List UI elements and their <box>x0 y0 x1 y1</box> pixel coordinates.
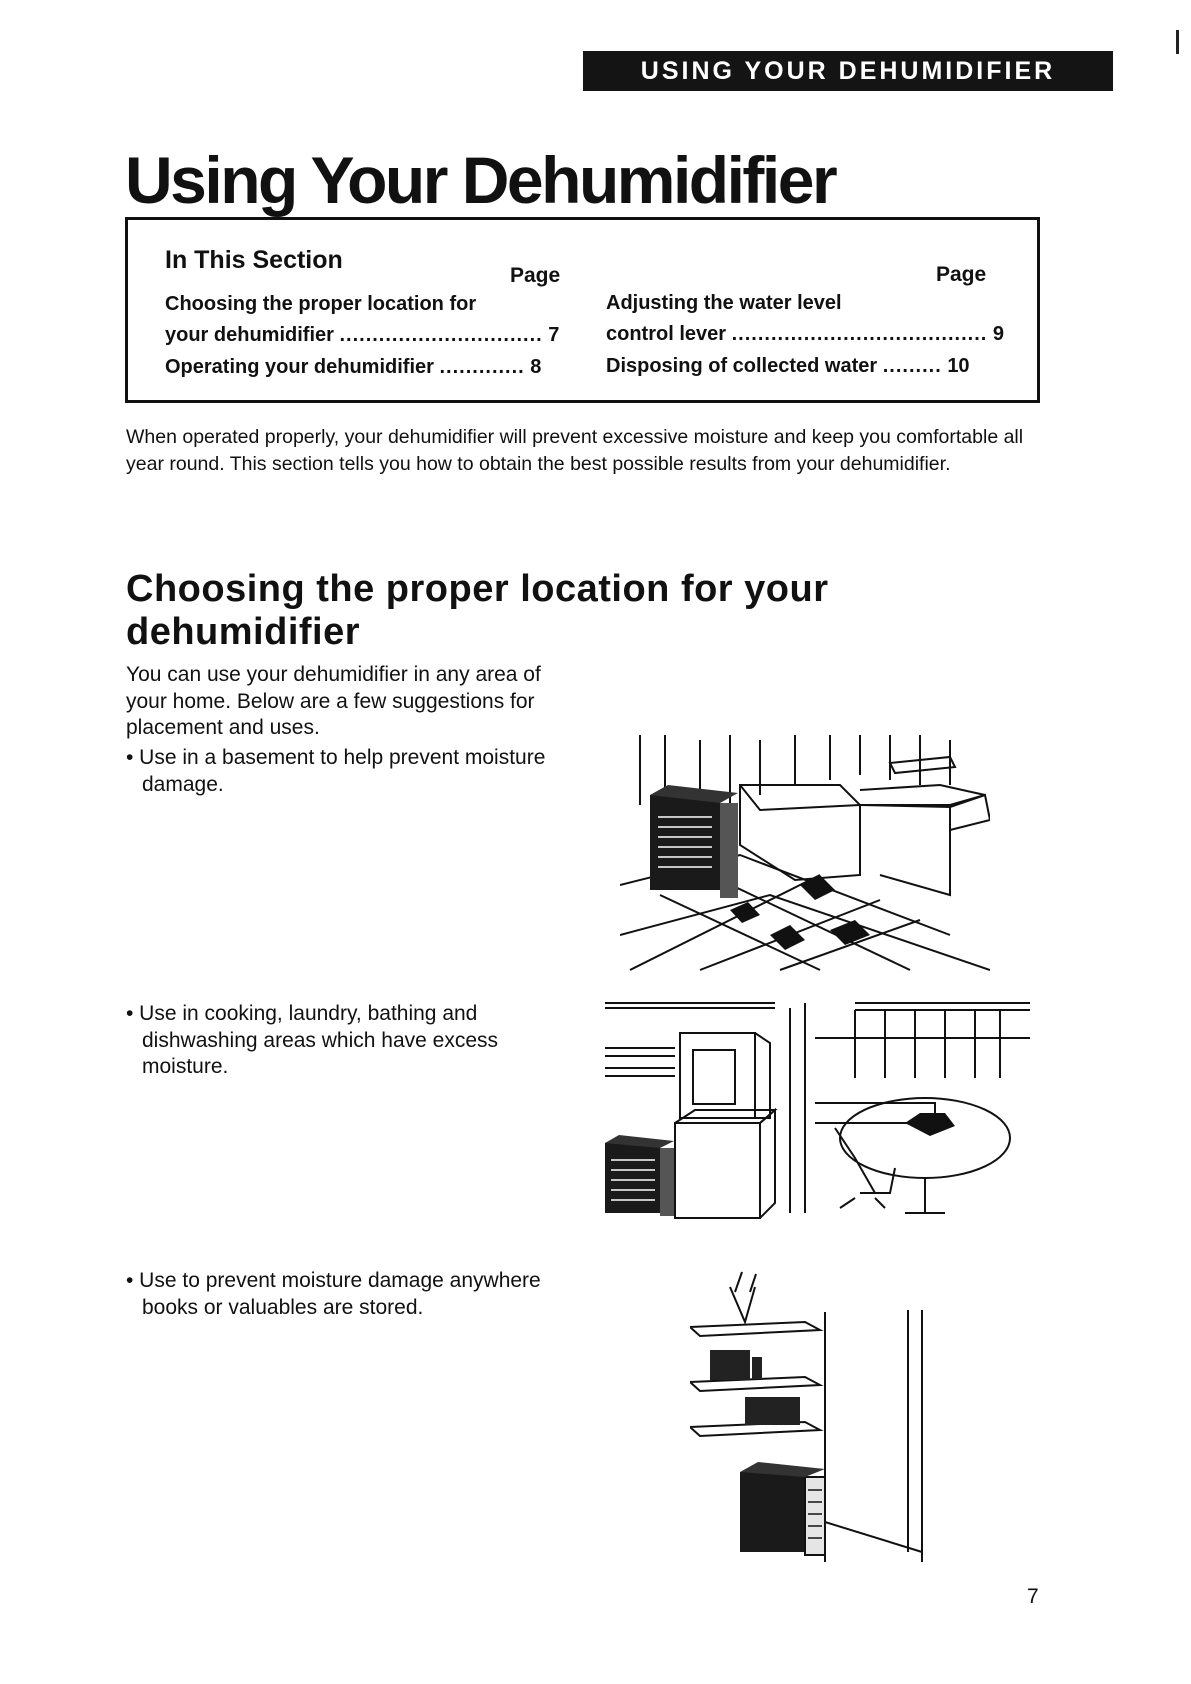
toc-page-number: 7 <box>548 324 560 346</box>
toc-leader-dots: ......... <box>882 355 942 377</box>
section-body: You can use your dehumidifier in any area of your home. Below are a few suggestions for placement and uses. <box>126 663 541 739</box>
toc-entry-operating <box>165 356 541 379</box>
toc-page-label-left: Page <box>510 264 561 287</box>
in-this-section-box <box>125 217 1040 403</box>
toc-entry-text: control lever <box>606 323 727 345</box>
toc-page-number: 9 <box>992 323 1005 345</box>
toc-entry-water-level-line2 <box>606 323 1004 346</box>
toc-page-number: 10 <box>947 355 970 377</box>
intro-paragraph: When operated properly, your dehumidifier will prevent excessive moisture and keep you comfortable all year round. This section tells you how to obtain the best possible results from your dehumidifier. <box>126 426 1024 475</box>
toc-entry-text: Operating your dehumidifier <box>165 356 434 378</box>
bullet-books-valuables: • Use to prevent moisture damage anywhere books or valuables are stored. <box>126 1269 541 1319</box>
toc-heading: In This Section <box>165 246 343 274</box>
toc-leader-dots: ....................................... <box>731 323 988 345</box>
toc-leader-dots: ............................... <box>339 324 543 346</box>
toc-page-label-right: Page <box>936 263 987 286</box>
page-edge-mark <box>1176 30 1179 54</box>
kitchen-laundry-illustration <box>605 998 1030 1238</box>
toc-page-number: 8 <box>530 356 542 378</box>
toc-entry-location-line1: Choosing the proper location for <box>165 293 477 315</box>
bookshelf-illustration <box>690 1262 950 1562</box>
page-number: 7 <box>1027 1585 1039 1608</box>
bullet-basement: • Use in a basement to help prevent moisture damage. <box>126 746 546 796</box>
toc-entry-text: your dehumidifier <box>165 324 334 346</box>
bullet-cooking-laundry: • Use in cooking, laundry, bathing and dishwashing areas which have excess moisture. <box>126 1002 499 1078</box>
section-heading: Choosing the proper location for your dehumidifier <box>126 568 829 653</box>
toc-entry-text: Disposing of collected water <box>606 355 878 377</box>
section-header-tab: USING YOUR DEHUMIDIFIER <box>583 51 1113 91</box>
basement-illustration <box>620 735 990 975</box>
toc-entry-water-level-line1: Adjusting the water level <box>606 292 842 314</box>
toc-leader-dots: ............. <box>439 356 525 378</box>
toc-entry-disposing <box>606 355 970 378</box>
toc-entry-location-line2 <box>165 324 560 347</box>
page-title: Using Your Dehumidifier <box>125 143 836 217</box>
